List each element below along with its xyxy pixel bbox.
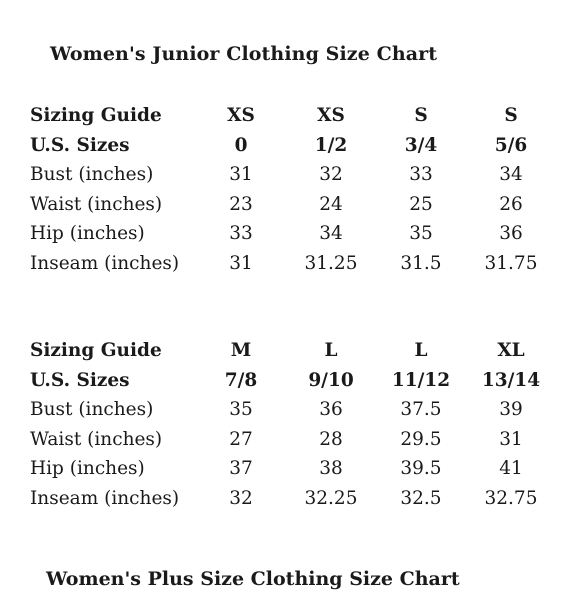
table-cell: 7/8	[224, 369, 258, 391]
row-label: Bust (inches)	[30, 164, 154, 186]
table-cell: 32.75	[484, 487, 538, 509]
table-cell: 32.5	[400, 487, 442, 509]
table-cell: 3/4	[404, 134, 438, 156]
row-label: U.S. Sizes	[30, 369, 130, 391]
table-cell: 31	[499, 428, 523, 450]
table-cell: 9/10	[308, 369, 354, 391]
table-cell: S	[414, 105, 428, 127]
table-cell: 31.75	[484, 252, 538, 274]
table-cell: 36	[319, 399, 343, 421]
table-cell: 5/6	[494, 134, 528, 156]
next-section-title: Women's Plus Size Clothing Size Chart	[46, 568, 460, 590]
table-cell: 31.25	[304, 252, 358, 274]
table-row	[30, 336, 556, 366]
table-cell: 11/12	[391, 369, 451, 391]
table-cell: 28	[319, 428, 343, 450]
table-cell: 33	[229, 223, 253, 245]
table-row	[30, 249, 556, 279]
table-body	[30, 101, 556, 278]
table-cell: 38	[319, 458, 343, 480]
table-cell: 31	[229, 164, 253, 186]
table-cell: 0	[234, 134, 248, 156]
table-cell: 39	[499, 399, 523, 421]
table-row	[30, 366, 556, 396]
table-row	[30, 454, 556, 484]
table-row	[30, 484, 556, 514]
table-cell: 27	[229, 428, 253, 450]
row-label: Inseam (inches)	[30, 252, 180, 274]
table-body	[30, 336, 556, 513]
table-cell: 33	[409, 164, 433, 186]
table-cell: 31.5	[400, 252, 442, 274]
table-cell: 36	[499, 223, 523, 245]
table-cell: 31	[229, 252, 253, 274]
row-label: Hip (inches)	[30, 458, 145, 480]
row-label: U.S. Sizes	[30, 134, 130, 156]
table-cell: 35	[229, 399, 253, 421]
row-label: Waist (inches)	[30, 193, 163, 215]
row-label: Inseam (inches)	[30, 487, 180, 509]
table-cell: 23	[229, 193, 253, 215]
table-cell: 41	[499, 458, 523, 480]
table-cell: 37.5	[400, 399, 442, 421]
table-row	[30, 190, 556, 220]
table-row	[30, 425, 556, 455]
table-cell: 35	[409, 223, 433, 245]
size-table-junior-small	[30, 101, 556, 278]
size-table-junior-large	[30, 336, 556, 513]
table-cell: 26	[499, 193, 523, 215]
table-cell: 25	[409, 193, 433, 215]
table-row	[30, 131, 556, 161]
table-row	[30, 219, 556, 249]
table-cell: L	[324, 340, 338, 362]
table-cell: S	[504, 105, 518, 127]
row-label: Waist (inches)	[30, 428, 163, 450]
row-label: Hip (inches)	[30, 223, 145, 245]
table-cell: 39.5	[400, 458, 442, 480]
table-cell: M	[230, 340, 252, 362]
table-row	[30, 395, 556, 425]
page-title: Women's Junior Clothing Size Chart	[50, 43, 438, 65]
table-cell: 13/14	[481, 369, 541, 391]
table-cell: 32	[319, 164, 343, 186]
table-row	[30, 101, 556, 131]
table-cell: 24	[319, 193, 343, 215]
table-cell: 32.25	[304, 487, 358, 509]
table-cell: 34	[499, 164, 523, 186]
table-cell: 34	[319, 223, 343, 245]
row-label: Sizing Guide	[30, 105, 162, 127]
table-cell: 32	[229, 487, 253, 509]
table-cell: L	[414, 340, 428, 362]
row-label: Bust (inches)	[30, 399, 154, 421]
table-cell: XS	[227, 105, 255, 127]
table-cell: 29.5	[400, 428, 442, 450]
table-row	[30, 160, 556, 190]
table-cell: XS	[317, 105, 345, 127]
table-cell: 37	[229, 458, 253, 480]
table-cell: 1/2	[314, 134, 348, 156]
table-cell: XL	[497, 340, 525, 362]
row-label: Sizing Guide	[30, 340, 162, 362]
